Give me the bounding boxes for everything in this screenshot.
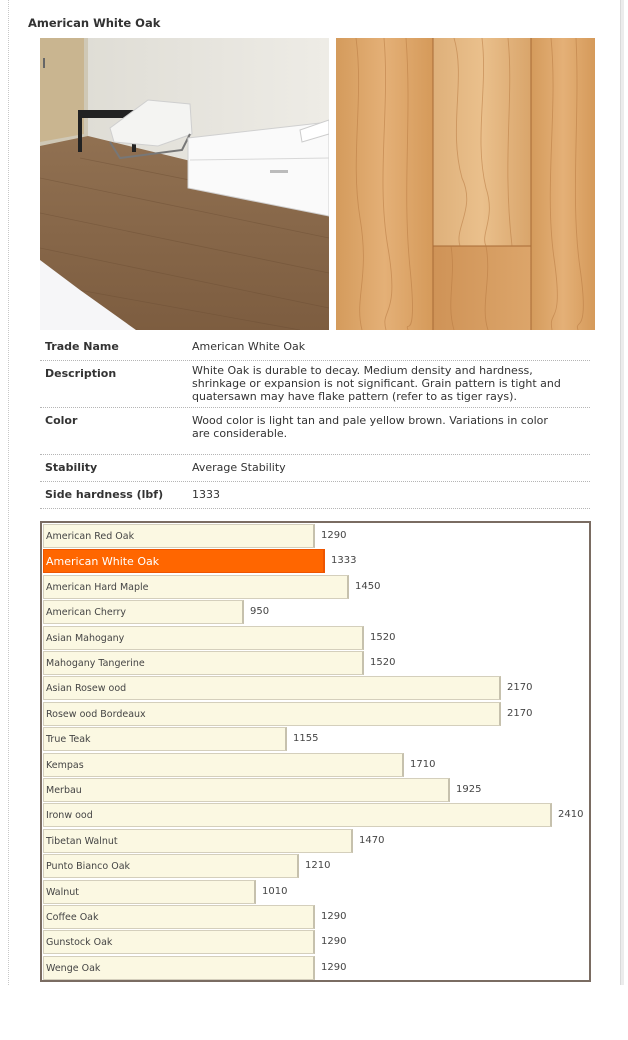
spec-label: Stability (45, 461, 98, 474)
spec-row-stability (40, 455, 590, 482)
bar-value-label: 2170 (507, 682, 533, 694)
bar-label: Tibetan Walnut (46, 835, 118, 847)
spec-label: Trade Name (45, 340, 119, 353)
hardness-bar-chart (40, 521, 591, 982)
spec-label: Color (45, 414, 78, 427)
page-title: American White Oak (28, 16, 161, 30)
bar-value-label: 1210 (305, 860, 331, 872)
bar (43, 575, 349, 599)
spec-row-color (40, 408, 590, 455)
spec-label: Side hardness (lbf) (45, 488, 164, 501)
bar-label: Merbau (46, 785, 82, 796)
bar-label: Rosew ood Bordeaux (46, 708, 146, 720)
bar (43, 956, 315, 980)
bar-label: True Teak (46, 734, 91, 746)
bar-label: American Hard Maple (46, 581, 149, 593)
bar-value-label: 1155 (293, 733, 319, 745)
spec-value: American White Oak (192, 340, 306, 353)
bar (43, 854, 299, 878)
bar (43, 930, 315, 954)
bar-label: Asian Rosew ood (46, 683, 127, 695)
bar (43, 778, 450, 802)
bar-label: American Cherry (46, 607, 126, 619)
spec-value: Average Stability (192, 461, 286, 474)
bar (43, 549, 325, 573)
bar-label: Mahogany Tangerine (46, 658, 145, 669)
bar-value-label: 1290 (321, 936, 347, 948)
bar-label: Kempas (46, 759, 84, 771)
spec-row-trade-name (40, 334, 590, 361)
bar-value-label: 1290 (321, 961, 347, 973)
bar-label: Wenge Oak (46, 962, 101, 974)
bar-label: Punto Bianco Oak (46, 861, 131, 873)
bar (43, 524, 315, 548)
wood-sample-photo (336, 38, 595, 330)
room-photo (40, 38, 329, 330)
spec-row-side-hardness (40, 482, 590, 509)
bar-value-label: 1925 (456, 784, 482, 795)
bar (43, 829, 353, 853)
bar (43, 626, 364, 650)
specs-table (40, 334, 590, 509)
bar-value-label: 1520 (370, 631, 396, 643)
bar-label: Gunstock Oak (46, 937, 113, 949)
bar (43, 702, 501, 726)
bar-label: American White Oak (46, 555, 160, 569)
bar (43, 651, 364, 675)
bar-label: Coffee Oak (46, 912, 99, 923)
right-border (620, 0, 624, 985)
bar-label: Asian Mahogany (46, 632, 125, 644)
bar-value-label: 1520 (370, 657, 396, 668)
spec-row-description (40, 361, 590, 408)
bar-label: Walnut (46, 886, 80, 898)
left-border (8, 0, 9, 985)
bar-label: American Red Oak (46, 531, 135, 542)
bar-value-label: 1450 (355, 580, 381, 592)
bar (43, 880, 256, 904)
bar-label: Ironw ood (46, 810, 93, 822)
bar (43, 753, 404, 777)
spec-value: Wood color is light tan and pale yellow brown. Variations in color are considerable. (192, 414, 548, 440)
bar-value-label: 1010 (262, 885, 288, 897)
bar (43, 803, 552, 827)
bar-value-label: 2170 (507, 707, 533, 719)
bar-value-label: 1470 (359, 834, 385, 846)
spec-label: Description (45, 367, 117, 380)
bar-value-label: 2410 (558, 809, 584, 821)
bar (43, 727, 287, 751)
bar-value-label: 1333 (331, 555, 357, 567)
bar (43, 676, 501, 700)
bar-value-label: 1710 (410, 758, 436, 770)
spec-value: White Oak is durable to decay. Medium density and hardness, shrinkage or expansion is not significant. Grain pattern is tight and quatersawn may have flake pattern (refer to as tiger rays). (192, 364, 561, 403)
bar (43, 600, 244, 624)
bar-value-label: 1290 (321, 911, 347, 922)
bar (43, 905, 315, 929)
spec-value: 1333 (192, 488, 220, 501)
bar-value-label: 950 (250, 606, 270, 618)
bar-value-label: 1290 (321, 530, 347, 541)
